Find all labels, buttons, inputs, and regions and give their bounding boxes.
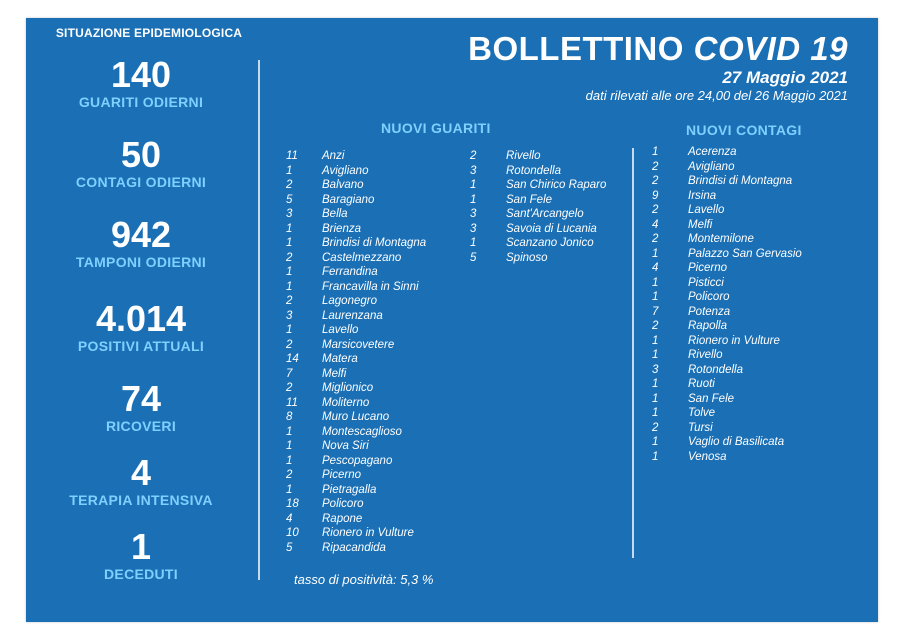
- count: 1: [652, 450, 659, 463]
- guariti-row: [470, 149, 606, 164]
- comune: Baragiano: [322, 193, 375, 206]
- count: 1: [652, 349, 659, 361]
- guariti-row: [286, 323, 426, 338]
- count: 2: [470, 150, 477, 162]
- count: 5: [286, 541, 293, 554]
- comune: Lavello: [322, 324, 359, 336]
- stat-value: 4: [130, 452, 152, 493]
- contagi-row: [652, 189, 802, 204]
- comune: Scanzano Jonico: [506, 237, 594, 249]
- comune: Rivello: [688, 349, 723, 361]
- contagi-row: [652, 348, 802, 363]
- comune: Rionero in Vulture: [688, 334, 780, 347]
- guariti-row: [286, 207, 426, 222]
- count: 5: [470, 251, 477, 264]
- count: 2: [286, 382, 293, 394]
- count: 2: [652, 320, 659, 332]
- comune: Rapolla: [688, 320, 727, 332]
- divider-right: [632, 148, 634, 558]
- contagi-row: [652, 276, 802, 291]
- count: 2: [286, 179, 293, 191]
- comune: Castelmezzano: [322, 251, 402, 264]
- comune: San Fele: [506, 193, 553, 206]
- comune: Policoro: [322, 498, 364, 510]
- count: 2: [286, 338, 293, 351]
- count: 3: [286, 309, 293, 322]
- bulletin-card: [26, 18, 878, 622]
- count: 10: [286, 527, 299, 539]
- comune: Laurenzana: [322, 309, 383, 322]
- count: 1: [470, 237, 477, 249]
- guariti-row: [286, 193, 426, 208]
- guariti-row: [470, 178, 606, 193]
- comune: Vaglio di Basilicata: [688, 436, 785, 448]
- guariti-row: [286, 178, 426, 193]
- stat-value: 50: [120, 134, 162, 175]
- count: 1: [652, 378, 659, 390]
- comune: Montemilone: [688, 233, 754, 245]
- contagi-row: [652, 421, 802, 436]
- stat-label: DECEDUTI: [104, 566, 178, 582]
- comune: Potenza: [688, 305, 731, 318]
- count: 1: [286, 440, 293, 452]
- contagi-row: [652, 377, 802, 392]
- count: 7: [652, 305, 659, 318]
- count: 1: [652, 276, 659, 289]
- count: 11: [286, 150, 298, 162]
- guariti-row: [286, 309, 426, 324]
- comune: Policoro: [688, 291, 730, 303]
- comune: Irsina: [688, 189, 717, 202]
- divider-left: [258, 60, 260, 580]
- comune: Lagonegro: [322, 295, 377, 307]
- comune: Savoia di Lucania: [506, 222, 597, 235]
- comune: Pescopagano: [322, 454, 393, 467]
- guariti-row: [286, 294, 426, 309]
- contagi-row: [652, 334, 802, 349]
- comune: Matera: [322, 353, 358, 365]
- comune: Rionero in Vulture: [322, 527, 414, 539]
- guariti-row: [286, 512, 426, 527]
- count: 2: [286, 469, 293, 481]
- count: 1: [652, 436, 659, 448]
- count: 1: [652, 291, 659, 303]
- stat-value: 4.014: [95, 298, 187, 339]
- guariti-row: [286, 454, 426, 469]
- guariti-row: [470, 222, 606, 237]
- comune: Ruoti: [688, 378, 715, 390]
- comune: Moliterno: [322, 396, 370, 409]
- stat-positivi: [26, 300, 256, 354]
- bulletin-title: [468, 30, 848, 68]
- count: 1: [286, 454, 293, 467]
- count: 1: [286, 164, 293, 177]
- comune: San Fele: [688, 392, 735, 405]
- comune: Melfi: [322, 367, 347, 380]
- comune: Anzi: [322, 150, 345, 162]
- guariti-row: [286, 338, 426, 353]
- count: 1: [286, 324, 293, 336]
- guariti-row: [286, 497, 426, 512]
- count: 1: [470, 193, 477, 206]
- comune: Acerenza: [688, 146, 737, 158]
- count: 2: [652, 160, 659, 173]
- positivity-rate: tasso di positività: 5,3 %: [294, 572, 434, 587]
- guariti-row: [286, 164, 426, 179]
- heading-nuovi-guariti: NUOVI GUARITI: [381, 120, 491, 136]
- comune: Palazzo San Gervasio: [688, 247, 802, 260]
- stat-guariti: [26, 56, 256, 110]
- section-title: SITUAZIONE EPIDEMIOLOGICA: [55, 26, 243, 40]
- count: 2: [286, 295, 293, 307]
- count: 18: [286, 498, 299, 510]
- contagi-row: [652, 160, 802, 175]
- comune: San Chirico Raparo: [506, 179, 607, 191]
- data-info: dati rilevati alle ore 24,00 del 26 Maggio 2021: [585, 88, 848, 103]
- title-italic: COVID 19: [693, 30, 848, 67]
- count: 1: [286, 237, 293, 249]
- count: 1: [470, 179, 477, 191]
- guariti-row: [286, 236, 426, 251]
- count: 2: [652, 233, 659, 245]
- comune: Rotondella: [506, 164, 561, 177]
- guariti-row: [286, 381, 426, 396]
- comune: Picerno: [688, 262, 727, 274]
- comune: Rapone: [322, 512, 363, 525]
- count: 1: [652, 247, 659, 260]
- contagi-row: [652, 261, 802, 276]
- comune: Brienza: [322, 222, 361, 235]
- count: 11: [286, 396, 298, 409]
- comune: Avigliano: [322, 164, 369, 177]
- contagi-row: [652, 363, 802, 378]
- count: 4: [652, 262, 659, 274]
- guariti-row: [286, 483, 426, 498]
- stat-label: TAMPONI ODIERNI: [75, 254, 207, 270]
- stat-value: 942: [110, 214, 172, 255]
- stat-ricoveri: [26, 380, 256, 434]
- comune: Avigliano: [688, 160, 735, 173]
- guariti-row: [286, 280, 426, 295]
- guariti-row: [286, 541, 426, 556]
- comune: Lavello: [688, 204, 725, 216]
- comune: Francavilla in Sinni: [322, 280, 419, 293]
- count: 9: [652, 189, 659, 202]
- contagi-list: [652, 145, 802, 464]
- stat-label: POSITIVI ATTUALI: [77, 338, 205, 354]
- count: 5: [286, 193, 293, 206]
- guariti-row: [286, 149, 426, 164]
- comune: Ferrandina: [322, 266, 378, 278]
- contagi-row: [652, 406, 802, 421]
- comune: Pietragalla: [322, 483, 377, 496]
- comune: Balvano: [322, 179, 364, 191]
- guariti-row: [286, 410, 426, 425]
- count: 3: [470, 208, 477, 220]
- contagi-row: [652, 305, 802, 320]
- stat-label: GUARITI ODIERNI: [78, 94, 204, 110]
- contagi-row: [652, 392, 802, 407]
- count: 1: [286, 483, 293, 496]
- stat-label: CONTAGI ODIERNI: [75, 174, 207, 190]
- stat-label: RICOVERI: [105, 418, 177, 434]
- count: 3: [652, 363, 659, 376]
- comune: Bella: [322, 208, 348, 220]
- contagi-row: [652, 203, 802, 218]
- comune: Venosa: [688, 450, 727, 463]
- contagi-row: [652, 450, 802, 465]
- contagi-row: [652, 174, 802, 189]
- guariti-list-2: [470, 149, 606, 265]
- guariti-row: [470, 193, 606, 208]
- count: 2: [286, 251, 293, 264]
- guariti-row: [286, 439, 426, 454]
- count: 14: [286, 353, 299, 365]
- stat-value: 74: [120, 378, 162, 419]
- count: 3: [470, 222, 477, 235]
- guariti-list-1: [286, 149, 426, 555]
- count: 4: [286, 512, 293, 525]
- stat-value: 1: [130, 526, 152, 567]
- stat-deceduti: [26, 528, 256, 582]
- contagi-row: [652, 290, 802, 305]
- count: 1: [652, 392, 659, 405]
- contagi-row: [652, 145, 802, 160]
- bulletin-date: 27 Maggio 2021: [722, 68, 848, 87]
- stat-label: TERAPIA INTENSIVA: [69, 492, 213, 508]
- count: 1: [286, 425, 293, 438]
- comune: Pisticci: [688, 276, 724, 289]
- count: 3: [470, 164, 477, 177]
- stats-column: [26, 18, 256, 622]
- stat-terapia-intensiva: [26, 454, 256, 508]
- comune: Picerno: [322, 469, 361, 481]
- guariti-row: [286, 265, 426, 280]
- comune: Miglionico: [322, 382, 374, 394]
- guariti-row: [286, 352, 426, 367]
- title-bold: BOLLETTINO: [468, 30, 694, 67]
- count: 1: [286, 266, 293, 278]
- guariti-row: [470, 164, 606, 179]
- count: 1: [652, 407, 659, 419]
- guariti-row: [286, 425, 426, 440]
- comune: Brindisi di Montagna: [322, 237, 427, 249]
- heading-nuovi-contagi: NUOVI CONTAGI: [686, 122, 802, 138]
- comune: Montescaglioso: [322, 425, 402, 438]
- count: 1: [286, 222, 293, 235]
- count: 3: [286, 208, 293, 220]
- stat-value: 140: [110, 54, 172, 95]
- comune: Spinoso: [506, 251, 548, 264]
- contagi-row: [652, 319, 802, 334]
- comune: Rotondella: [688, 363, 743, 376]
- guariti-row: [470, 236, 606, 251]
- guariti-row: [286, 526, 426, 541]
- comune: Melfi: [688, 218, 713, 231]
- guariti-row: [286, 468, 426, 483]
- comune: Sant'Arcangelo: [506, 208, 584, 220]
- comune: Brindisi di Montagna: [688, 175, 793, 187]
- count: 2: [652, 175, 659, 187]
- count: 1: [652, 146, 659, 158]
- comune: Tolve: [688, 407, 716, 419]
- count: 1: [652, 334, 659, 347]
- count: 4: [652, 218, 659, 231]
- guariti-row: [286, 396, 426, 411]
- comune: Marsicovetere: [322, 338, 395, 351]
- guariti-row: [470, 251, 606, 266]
- guariti-row: [470, 207, 606, 222]
- stat-tamponi: [26, 216, 256, 270]
- count: 2: [652, 421, 659, 434]
- guariti-row: [286, 222, 426, 237]
- count: 7: [286, 367, 293, 380]
- comune: Rivello: [506, 150, 541, 162]
- count: 1: [286, 280, 293, 293]
- guariti-row: [286, 251, 426, 266]
- contagi-row: [652, 218, 802, 233]
- contagi-row: [652, 435, 802, 450]
- contagi-row: [652, 247, 802, 262]
- contagi-row: [652, 232, 802, 247]
- count: 8: [286, 411, 293, 423]
- stat-contagi: [26, 136, 256, 190]
- comune: Tursi: [688, 421, 713, 434]
- comune: Nova Siri: [322, 440, 369, 452]
- comune: Muro Lucano: [322, 411, 390, 423]
- guariti-row: [286, 367, 426, 382]
- count: 2: [652, 204, 659, 216]
- comune: Ripacandida: [322, 541, 386, 554]
